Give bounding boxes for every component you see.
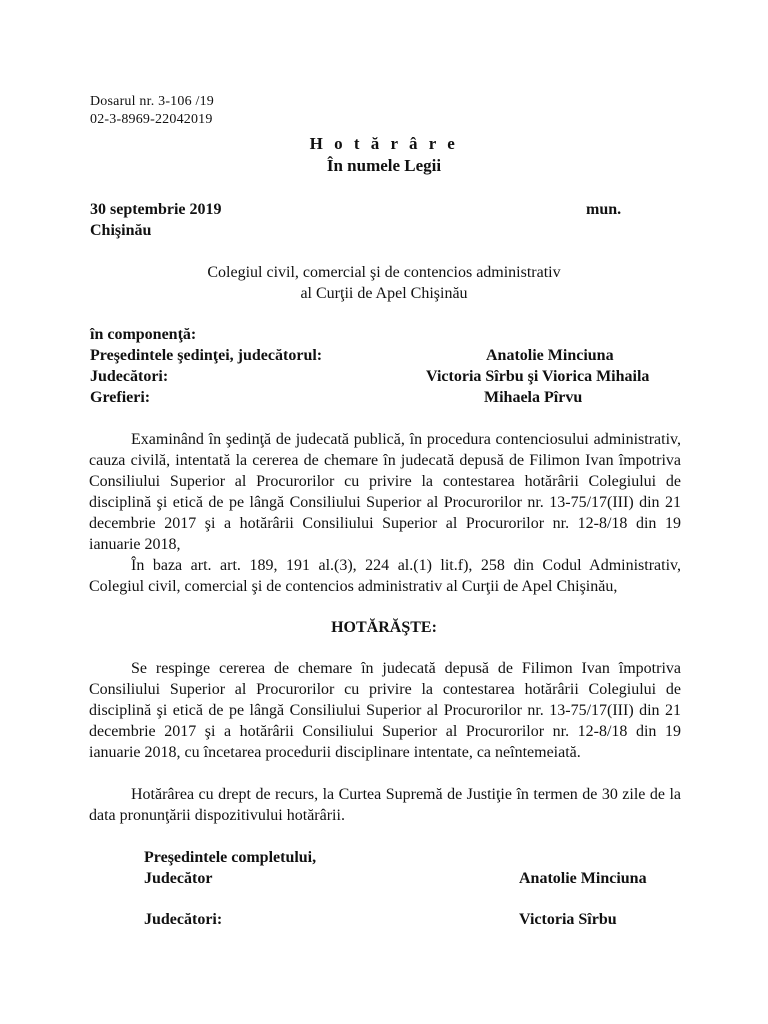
body-paragraph: Examinând în şedinţă de judecată publică, în procedura contenciosului administrativ, cauza civilă, intentată la cererea de chemare în judecată depusă de Filimon Ivan împotriva Consiliului Superior al Procurorilor cu privire la contestarea hotărârii Colegiului de disciplină şi etică de pe lângă Consiliului Superior al Procurorilor nr. 13-75/17(III) din 21 decembrie 2017 şi a hotărârii Consiliului Superior al Procurorilor nr. 12-8/18 din 19 ianuarie 2018, — [89, 431, 681, 553]
signature-presiding-name: Anatolie Minciuna — [519, 870, 647, 887]
court-line-2: al Curţii de Apel Chişinău — [300, 285, 468, 302]
case-code: 02-3-8969-22042019 — [90, 112, 213, 127]
composition-role: Judecători: — [90, 368, 169, 385]
composition-role: Preşedintele şedinţei, judecătorul: — [90, 347, 323, 364]
document-subtitle: În numele Legii — [326, 156, 442, 175]
composition-intro: în componenţă: — [90, 326, 197, 343]
composition-name: Mihaela Pîrvu — [484, 389, 583, 406]
signature-presiding-role: Judecător — [144, 870, 213, 887]
decision-paragraph: Se respinge cererea de chemare în judecată depusă de Filimon Ivan împotriva Consiliului Superior al Procurorilor cu privire la contestarea hotărârii Colegiului de disciplină şi etică de pe lângă Consiliului Superior al Procurorilor nr. 13-75/17(III) din 21 decembrie 2017 şi a hotărârii Consiliului Superior al Procurorilor nr. 12-8/18 din 19 ianuarie 2018, cu încetarea procedurii disciplinare intentate, ca neîntemeiată. — [89, 660, 681, 761]
signature-presiding-title: Preşedintele completului, — [144, 849, 317, 866]
composition-name: Anatolie Minciuna — [486, 347, 614, 364]
document-title: H o t ă r â r e — [309, 134, 459, 153]
signature-judges-name: Victoria Sîrbu — [519, 911, 617, 928]
decision-paragraph: Hotărârea cu drept de recurs, la Curtea Supremă de Justiţie în termen de 30 zile de la data pronunţării dispozitivului hotărârii. — [89, 786, 681, 824]
composition-name: Victoria Sîrbu şi Viorica Mihaila — [426, 368, 650, 385]
city-prefix: mun. — [586, 201, 622, 218]
file-number: Dosarul nr. 3-106 /19 — [90, 94, 214, 109]
decision-heading: HOTĂRĂŞTE: — [331, 619, 437, 636]
body-paragraph: În baza art. art. 189, 191 al.(3), 224 al.(1) lit.f), 258 din Codul Administrativ, Colegiul civil, comercial şi de contencios administrativ al Curţii de Apel Chişinău, — [89, 557, 681, 595]
decision-date: 30 septembrie 2019 — [90, 201, 222, 218]
composition-role: Grefieri: — [90, 389, 151, 406]
city-name: Chişinău — [90, 222, 152, 239]
court-line-1: Colegiul civil, comercial şi de contencios administrativ — [207, 264, 561, 281]
signature-judges-label: Judecători: — [144, 911, 223, 928]
